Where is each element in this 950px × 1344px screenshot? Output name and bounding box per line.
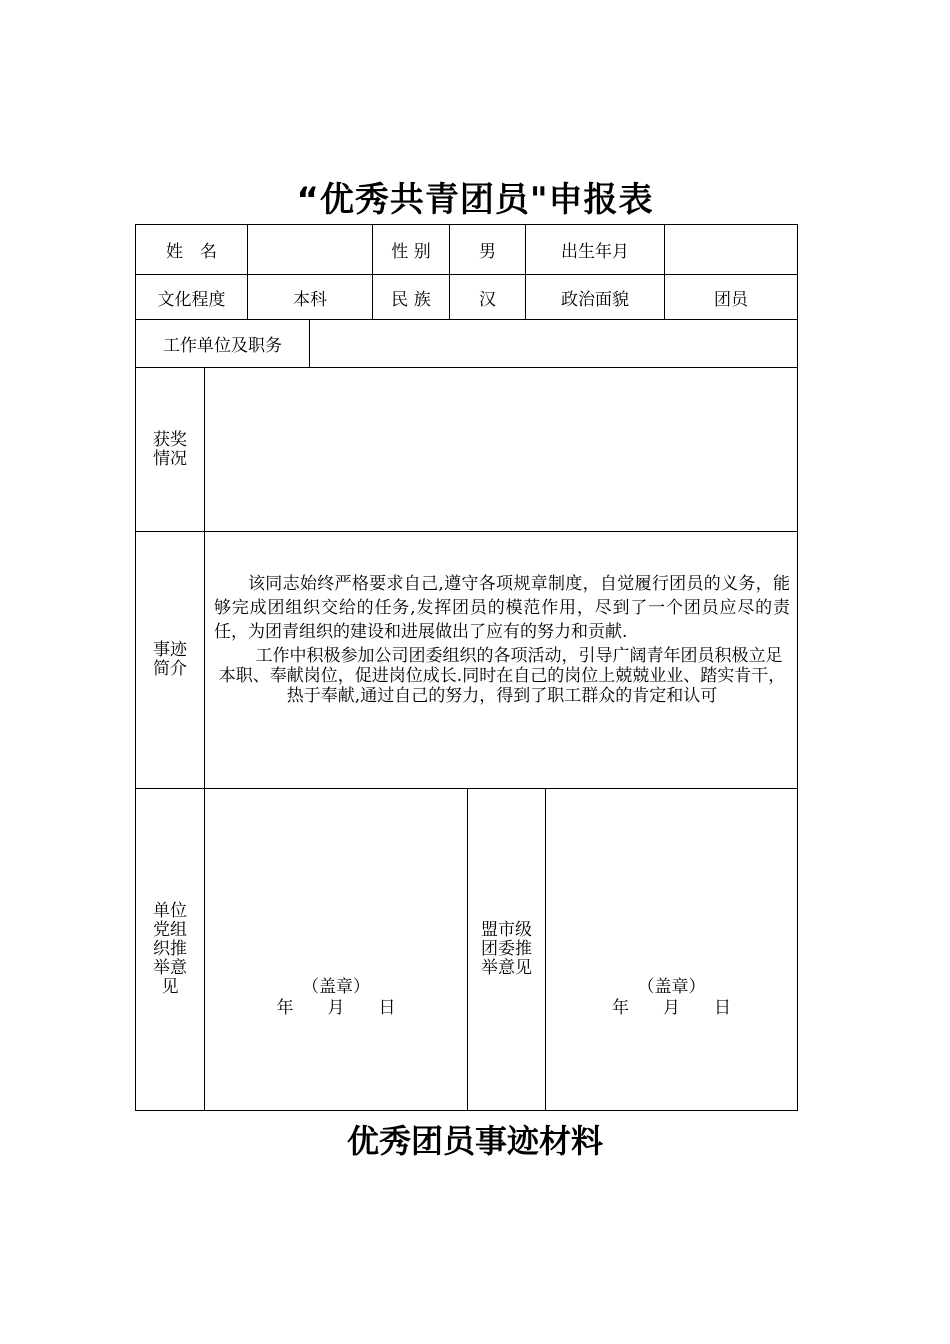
unit-label-line: 党组 — [153, 920, 187, 940]
unit-recommend-label — [136, 789, 204, 1110]
birth-label: 出生年月 — [561, 242, 629, 262]
education-value[interactable]: 本科 — [293, 289, 327, 310]
league-date-text: 年 月 日 — [612, 998, 731, 1018]
unit-seal-text: （盖章） — [302, 977, 370, 997]
deeds-label-line: 事迹 — [153, 640, 187, 660]
work-field[interactable] — [310, 320, 797, 367]
deeds-content[interactable] — [214, 572, 790, 706]
league-recommend-label — [468, 789, 545, 1110]
gender-label: 性 别 — [391, 242, 431, 262]
deeds-paragraph: 工作中积极参加公司团委组织的各项活动，引导广阔青年团员积极立足本职、奉献岗位，促进岗位成长.同时在自己的岗位上兢兢业业、踏实肯干，热于奉献,通过自己的努力，得到了职工群众的肯定和认可 — [218, 646, 786, 706]
ethnicity-label: 民 族 — [391, 289, 431, 310]
gender-value[interactable]: 男 — [479, 242, 496, 262]
deeds-label-line: 简介 — [153, 659, 187, 679]
unit-label-line: 举意 — [153, 958, 187, 978]
deeds-paragraph: 该同志始终严格要求自己,遵守各项规章制度，自觉履行团员的义务，能够完成团组织交给的任务,发挥团员的模范作用，尽到了一个团员应尽的责任，为团青组织的建设和进展做出了应有的努力和贡献. — [214, 574, 790, 642]
name-label: 姓 名 — [166, 242, 217, 262]
political-label: 政治面貌 — [561, 289, 629, 310]
education-label: 文化程度 — [157, 289, 226, 310]
awards-field[interactable] — [205, 368, 797, 531]
league-seal-text: （盖章） — [637, 977, 706, 997]
section-heading: 优秀团员事迹材料 — [346, 1122, 603, 1160]
ethnicity-value[interactable]: 汉 — [479, 289, 496, 310]
name-field[interactable] — [248, 225, 372, 274]
awards-label-line: 获奖 — [153, 429, 187, 450]
unit-label-line: 见 — [161, 977, 179, 997]
birth-field[interactable] — [665, 225, 797, 274]
political-value[interactable]: 团员 — [714, 289, 748, 310]
awards-label-line: 情况 — [153, 448, 187, 469]
league-recommend-field[interactable] — [546, 789, 797, 1110]
deeds-label — [136, 532, 204, 788]
table-border-right — [797, 224, 798, 1111]
league-label-line: 团委推 — [481, 939, 532, 959]
unit-recommend-field[interactable] — [205, 789, 467, 1110]
unit-label-line: 织推 — [153, 939, 187, 959]
row-divider — [135, 531, 798, 532]
unit-date-text: 年 月 日 — [276, 998, 396, 1018]
form-title: “优秀共青团员"申报表 — [296, 180, 654, 220]
league-seal-block — [546, 977, 797, 1019]
unit-seal-block — [205, 977, 467, 1019]
league-label-line: 举意见 — [481, 958, 532, 978]
league-label-line: 盟市级 — [481, 920, 532, 940]
work-label: 工作单位及职务 — [163, 336, 282, 356]
unit-label-line: 单位 — [153, 901, 187, 921]
awards-label — [136, 368, 204, 531]
